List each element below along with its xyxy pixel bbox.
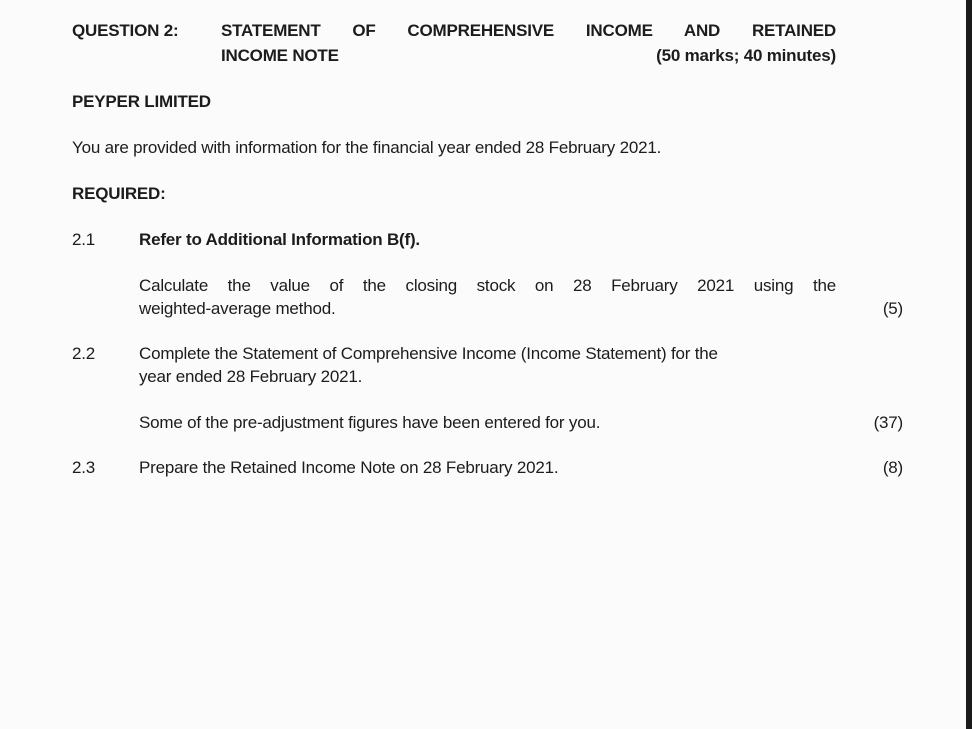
question-2-1-line2: weighted-average method. — [139, 299, 336, 318]
question-number-2-2: 2.2 — [72, 344, 96, 363]
viewer-edge-border — [966, 0, 972, 729]
question-marks-time: (50 marks; 40 minutes) — [656, 46, 836, 65]
intro-text: You are provided with information for the financial year ended 28 February 2021. — [72, 138, 662, 157]
question-label: QUESTION 2: — [72, 21, 179, 40]
required-heading: REQUIRED: — [72, 184, 166, 203]
question-title-line2: INCOME NOTE — [221, 46, 339, 65]
company-name: PEYPER LIMITED — [72, 92, 211, 111]
question-2-1-line1: Calculate the value of the closing stock on 28 February 2021 using the — [139, 276, 836, 295]
question-2-3-line1: Prepare the Retained Income Note on 28 February 2021. — [139, 458, 559, 477]
question-2-2-line2: year ended 28 February 2021. — [139, 367, 363, 386]
question-2-2-line3: Some of the pre-adjustment figures have been entered for you. — [139, 413, 601, 432]
question-2-3-marks: (8) — [882, 458, 903, 477]
question-2-2-marks: (37) — [873, 413, 903, 432]
question-2-2-line1: Complete the Statement of Comprehensive Income (Income Statement) for the — [139, 344, 718, 363]
question-title-line1: STATEMENT OF COMPREHENSIVE INCOME AND RETAINED — [221, 21, 836, 40]
question-number-2-3: 2.3 — [72, 458, 96, 477]
question-2-1-heading: Refer to Additional Information B(f). — [139, 230, 420, 249]
question-2-1-marks: (5) — [882, 299, 903, 318]
question-number-2-1: 2.1 — [72, 230, 96, 249]
